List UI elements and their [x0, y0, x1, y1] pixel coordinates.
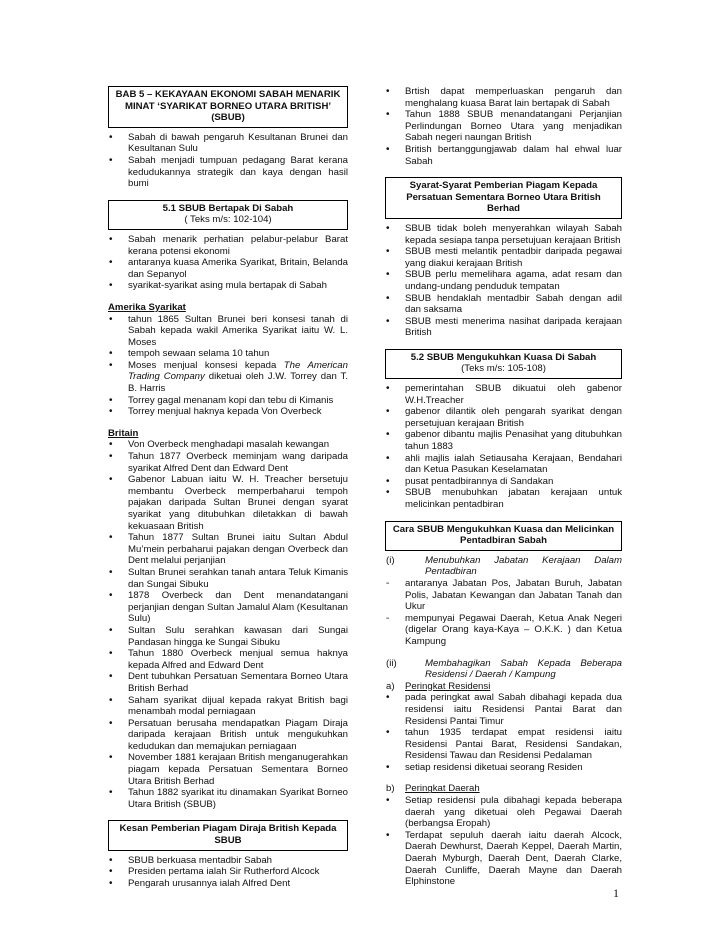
britain-list	[108, 439, 348, 810]
list-item: • gabenor dibantu majlis Penasihat yang ditubuhkan tahun 1883	[385, 429, 622, 452]
list-item: • Setiap residensi pula dibahagi kepada beberapa daerah yang diketuai oleh Pegawai Daerah (berbangsa Eropah)	[385, 795, 622, 830]
section-subtitle: (Teks m/s: 105-108)	[461, 363, 546, 375]
item-marker: (ii)	[386, 657, 397, 669]
list-item: • Tahun 1880 Overbeck menjual semua haknya kepada Alfred and Edward Dent	[108, 648, 348, 671]
roman-item-2	[385, 658, 622, 681]
list-item: • Saham syarikat dijual kepada rakyat British bagi menambah modal perniagaan	[108, 695, 348, 718]
list-item: • Tahun 1877 Sultan Brunei iaitu Sultan Abdul Mu’mein perbaharui pajakan dengan Overbeck dan Dent melalui perjanjian	[108, 532, 348, 567]
list-item: • November 1881 kerajaan British menganugerahkan piagam kepada Persatuan Sementara Borneo Utara British Berhad	[108, 752, 348, 787]
item-marker: b)	[386, 783, 395, 795]
list-item: • Terdapat sepuluh daerah iaitu daerah Alcock, Daerah Dewhurst, Daerah Keppel, Daerah Martin, Daerah Myburgh, Daerah Dent, Daerah Clarke, Daerah Cunliffe, Daerah Mayne dan Daerah Elphinstone	[385, 830, 622, 888]
list-item: • Brtish dapat memperluaskan pengaruh dan menghalang kuasa Barat lain bertapak di Sabah	[385, 86, 622, 109]
item-text: diketuai oleh J.W. Torrey dan T. B. Harris	[128, 371, 348, 395]
section-title: 5.2 SBUB Mengukuhkan Kuasa Di Sabah	[410, 351, 597, 363]
list-item: • pusat pentadbirannya di Sandakan	[385, 476, 622, 488]
letter-item-b	[385, 783, 622, 795]
list-item: • Sabah menarik perhatian pelabur-pelabur Barat kerana potensi ekonomi	[108, 234, 348, 257]
list-item: • SBUB tidak boleh menyerahkan wilayah Sabah kepada sesiapa tanpa persetujuan kerajaan British	[385, 223, 622, 246]
section-title: 5.1 SBUB Bertapak Di Sabah	[162, 202, 294, 214]
list-item: • SBUB menubuhkan jabatan kerajaan untuk melicinkan pentadbiran	[385, 487, 622, 510]
list-item: • tahun 1935 terdapat empat residensi iaitu Residensi Pantai Barat, Residensi Sandakan, Residensi Tawau dan Residensi Pedalaman	[385, 727, 622, 762]
section-5-2-list	[385, 383, 622, 511]
list-item: • antaranya kuasa Amerika Syarikat, Britain, Belanda dan Sepanyol	[108, 257, 348, 280]
list-item: • Presiden pertama ialah Sir Rutherford Alcock	[108, 866, 348, 878]
kesan-box: Kesan Pemberian Piagam Diraja British Kepada SBUB	[108, 820, 348, 850]
list-item	[108, 360, 348, 395]
chapter-title-box: BAB 5 – KEKAYAAN EKONOMI SABAH MENARIK MINAT ‘SYARIKAT BORNEO UTARA BRITISH’ (SBUB)	[108, 86, 348, 128]
list-item: • SBUB mesti melantik pentadbir daripada pegawai yang diakui kerajaan British	[385, 246, 622, 269]
list-item: • British bertanggungjawab dalam hal ehwal luar Sabah	[385, 144, 622, 167]
syarat-list	[385, 223, 622, 339]
left-column	[108, 86, 348, 889]
list-item: • Tahun 1882 syarikat itu dinamakan Syarikat Borneo Utara British (SBUB)	[108, 787, 348, 810]
list-item: • Pengarah urusannya ialah Alfred Dent	[108, 878, 348, 890]
item-text: Membahagikan Sabah Kepada Beberapa Residensi / Daerah / Kampung	[425, 657, 622, 681]
item-marker: a)	[386, 680, 395, 692]
b-list	[385, 783, 622, 887]
list-item: • Gabenor Labuan iaitu W. H. Treacher bersetuju membantu Overbeck memperbaharui tempoh pajakan daripada Sultan Brunei dengan syarat syarikat yang ditubuhkan diletakkan di bawah kekuasaan British	[108, 474, 348, 532]
section-5-2-box	[385, 349, 622, 379]
roman-item-1	[385, 555, 622, 578]
list-item: • SBUB berkuasa mentadbir Sabah	[108, 855, 348, 867]
list-item: • ahli majlis ialah Setiausaha Kerajaan, Bendahari dan Ketua Pasukan Keselamatan	[385, 453, 622, 476]
list-item: • Sabah di bawah pengaruh Kesultanan Brunei dan Kesultanan Sulu	[108, 132, 348, 155]
amerika-heading: Amerika Syarikat	[108, 301, 186, 313]
item-text: Menubuhkan Jabatan Kerajaan Dalam Pentadbiran	[425, 554, 622, 578]
page-number: 1	[613, 886, 619, 900]
britain-heading: Britain	[108, 427, 139, 439]
section-5-1-box	[108, 200, 348, 230]
list-item: • SBUB hendaklah mentadbir Sabah dengan adil dan saksama	[385, 293, 622, 316]
cara-list	[385, 555, 622, 648]
list-item: • 1878 Overbeck dan Dent menandatangani perjanjian dengan Sultan Jamalul Alam (Kesultanan Sulu)	[108, 590, 348, 625]
letter-item-a	[385, 681, 622, 693]
list-item: • Torrey menjual haknya kepada Von Overbeck	[108, 406, 348, 418]
list-item: • syarikat-syarikat asing mula bertapak di Sabah	[108, 280, 348, 292]
list-item: • setiap residensi diketuai seorang Residen	[385, 762, 622, 774]
top-list	[385, 86, 622, 167]
list-item: • Von Overbeck menghadapi masalah kewangan	[108, 439, 348, 451]
cara-box: Cara SBUB Mengukuhkan Kuasa dan Melicinkan Pentadbiran Sabah	[385, 521, 622, 551]
company-name: The American Trading Company	[128, 359, 348, 383]
list-item: • Sultan Sulu serahkan kawasan dari Sungai Pandasan hingga ke Sungai Sibuku	[108, 625, 348, 648]
section-subtitle: ( Teks m/s: 102-104)	[184, 214, 272, 226]
list-item: • Sultan Brunei serahkan tanah antara Teluk Kimanis dan Sungai Sibuku	[108, 567, 348, 590]
list-item: • SBUB perlu memelihara agama, adat resam dan undang-undang penduduk tempatan	[385, 269, 622, 292]
list-item: • gabenor dilantik oleh pengarah syarikat dengan persetujuan kerajaan British	[385, 406, 622, 429]
list-item: • SBUB mesti menerima nasihat daripada kerajaan British	[385, 316, 622, 339]
kesan-list	[108, 855, 348, 890]
list-item: • Tahun 1877 Overbeck meminjam wang daripada syarikat Alfred Dent dan Edward Dent	[108, 451, 348, 474]
list-item: • tempoh sewaan selama 10 tahun	[108, 348, 348, 360]
list-item: • Persatuan berusaha mendapatkan Piagam Diraja daripada kerajaan British untuk mengukuhkan kedudukan dan memajukan perniagaan	[108, 718, 348, 753]
list-item: • tahun 1865 Sultan Brunei beri konsesi tanah di Sabah kepada wakil Amerika Syarikat iaitu W. L. Moses	[108, 314, 348, 349]
section-5-1-list	[108, 234, 348, 292]
list-item: - mempunyai Pegawai Daerah, Ketua Anak Negeri (digelar Orang kaya-Kaya – O.K.K. ) dan Ketua Kampung	[385, 613, 622, 648]
list-item: • Sabah menjadi tumpuan pedagang Barat kerana kedudukannya strategik dan kaya dengan hasil bumi	[108, 155, 348, 190]
list-item: • pada peringkat awal Sabah dibahagi kepada dua residensi iaitu Residensi Pantai Barat dan Residensi Pantai Timur	[385, 692, 622, 727]
list-item: • Tahun 1888 SBUB menandatangani Perjanjian Perlindungan Borneo Utara yang menjadikan Sabah negeri naungan British	[385, 109, 622, 144]
item-heading: Peringkat Residensi	[405, 680, 491, 692]
list-item: • Torrey gagal menanam kopi dan tebu di Kimanis	[108, 395, 348, 407]
list-item: • Dent tubuhkan Persatuan Sementara Borneo Utara British Berhad	[108, 671, 348, 694]
roman-2-list	[385, 658, 622, 774]
intro-list	[108, 132, 348, 190]
item-marker: (i)	[386, 554, 395, 566]
item-heading: Peringkat Daerah	[405, 783, 480, 795]
list-item: • pemerintahan SBUB dikuatui oleh gabenor W.H.Treacher	[385, 383, 622, 406]
item-text: Moses menjual konsesi kepada	[128, 359, 284, 371]
syarat-box: Syarat-Syarat Pemberian Piagam Kepada Persatuan Sementara Borneo Utara British Berhad	[385, 177, 622, 219]
list-item: - antaranya Jabatan Pos, Jabatan Buruh, Jabatan Polis, Jabatan Kewangan dan Jabatan Tanah dan Ukur	[385, 578, 622, 613]
amerika-list	[108, 314, 348, 418]
right-column	[385, 86, 622, 888]
